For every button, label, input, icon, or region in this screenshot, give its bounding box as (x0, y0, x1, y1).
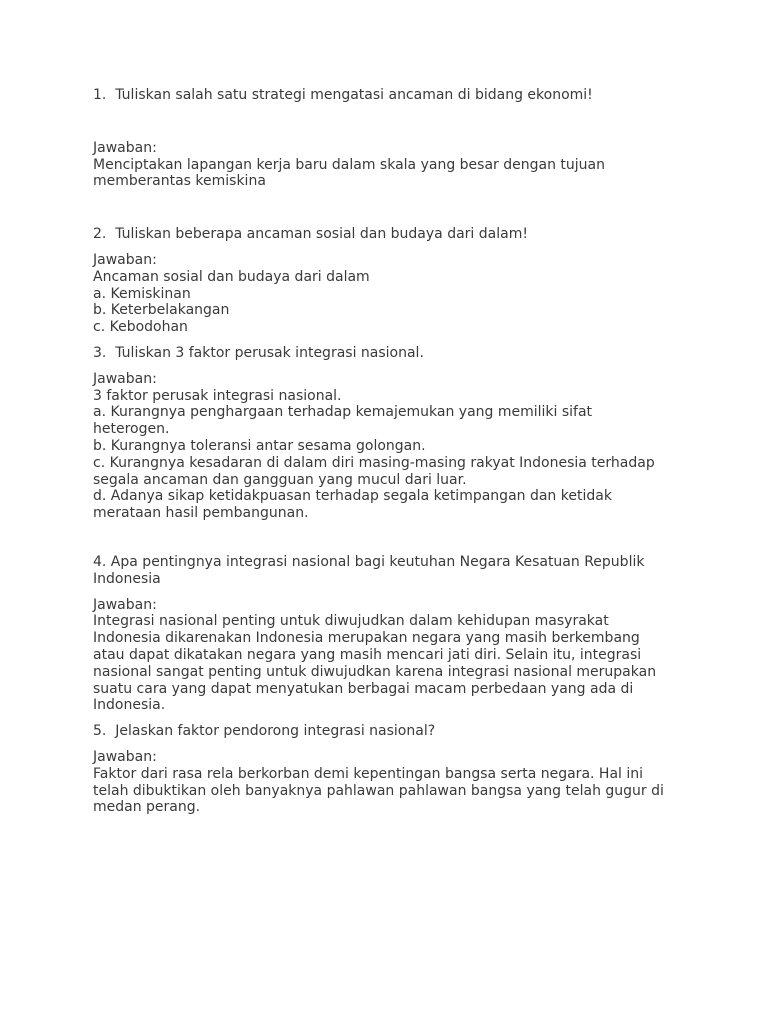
document-page (93, 80, 693, 816)
answer-2-line-2: a. Kemiskinan (93, 285, 191, 302)
answer-3-line-1: 3 faktor perusak integrasi nasional. (93, 387, 342, 404)
question-2: 2. Tuliskan beberapa ancaman sosial dan budaya dari dalam! (93, 226, 528, 243)
answer-5-line-1: Faktor dari rasa rela berkorban demi kepentingan bangsa serta negara. Hal ini (93, 765, 644, 782)
answer-3-line-2: a. Kurangnya penghargaan terhadap kemajemukan yang memiliki sifat (93, 404, 593, 421)
answer-1-line-2: memberantas kemiskina (93, 173, 266, 190)
answer-3-line-4: b. Kurangnya toleransi antar sesama golongan. (93, 437, 426, 454)
question-4-line-1: 4. Apa pentingnya integrasi nasional bagi keutuhan Negara Kesatuan Republik (93, 553, 645, 570)
answer-3-line-3: heterogen. (93, 421, 170, 438)
answer-3-line-6: segala ancaman dan gangguan yang mucul dari luar. (93, 471, 467, 488)
answer-4-line-2: Indonesia dikarenakan Indonesia merupakan negara yang masih berkembang (93, 630, 640, 647)
answer-2-line-3: b. Keterbelakangan (93, 302, 230, 319)
answer-2-line-1: Ancaman sosial dan budaya dari dalam (93, 268, 370, 285)
answer-label-1: Jawaban: (93, 139, 157, 156)
question-5: 5. Jelaskan faktor pendorong integrasi nasional? (93, 723, 436, 740)
answer-label-2: Jawaban: (93, 251, 157, 268)
answer-3-line-5: c. Kurangnya kesadaran di dalam diri masing-masing rakyat Indonesia terhadap (93, 454, 655, 471)
question-3: 3. Tuliskan 3 faktor perusak integrasi nasional. (93, 344, 424, 361)
answer-label-5: Jawaban: (93, 748, 157, 765)
answer-4-line-6: Indonesia. (93, 697, 166, 714)
answer-5-line-2: telah dibuktikan oleh banyaknya pahlawan pahlawan bangsa yang telah gugur di (93, 782, 664, 799)
answer-label-3: Jawaban: (93, 370, 157, 387)
answer-4-line-4: nasional sangat penting untuk diwujudkan karena integrasi nasional merupakan (93, 663, 657, 680)
answer-3-line-8: merataan hasil pembangunan. (93, 505, 309, 522)
answer-2-line-4: c. Kebodohan (93, 319, 188, 336)
answer-4-line-5: suatu cara yang dapat menyatukan berbagai macam perbedaan yang ada di (93, 680, 634, 697)
answer-3-line-7: d. Adanya sikap ketidakpuasan terhadap segala ketimpangan dan ketidak (93, 488, 612, 505)
answer-5-line-3: medan perang. (93, 799, 201, 816)
question-4-line-2: Indonesia (93, 570, 161, 587)
answer-4-line-1: Integrasi nasional penting untuk diwujudkan dalam kehidupan masyrakat (93, 613, 609, 630)
answer-1-line-1: Menciptakan lapangan kerja baru dalam skala yang besar dengan tujuan (93, 156, 605, 173)
question-1: 1. Tuliskan salah satu strategi mengatasi ancaman di bidang ekonomi! (93, 87, 593, 103)
answer-4-line-3: atau dapat dikatakan negara yang masih mencari jati diri. Selain itu, integrasi (93, 646, 642, 663)
answer-label-4: Jawaban: (93, 596, 157, 613)
